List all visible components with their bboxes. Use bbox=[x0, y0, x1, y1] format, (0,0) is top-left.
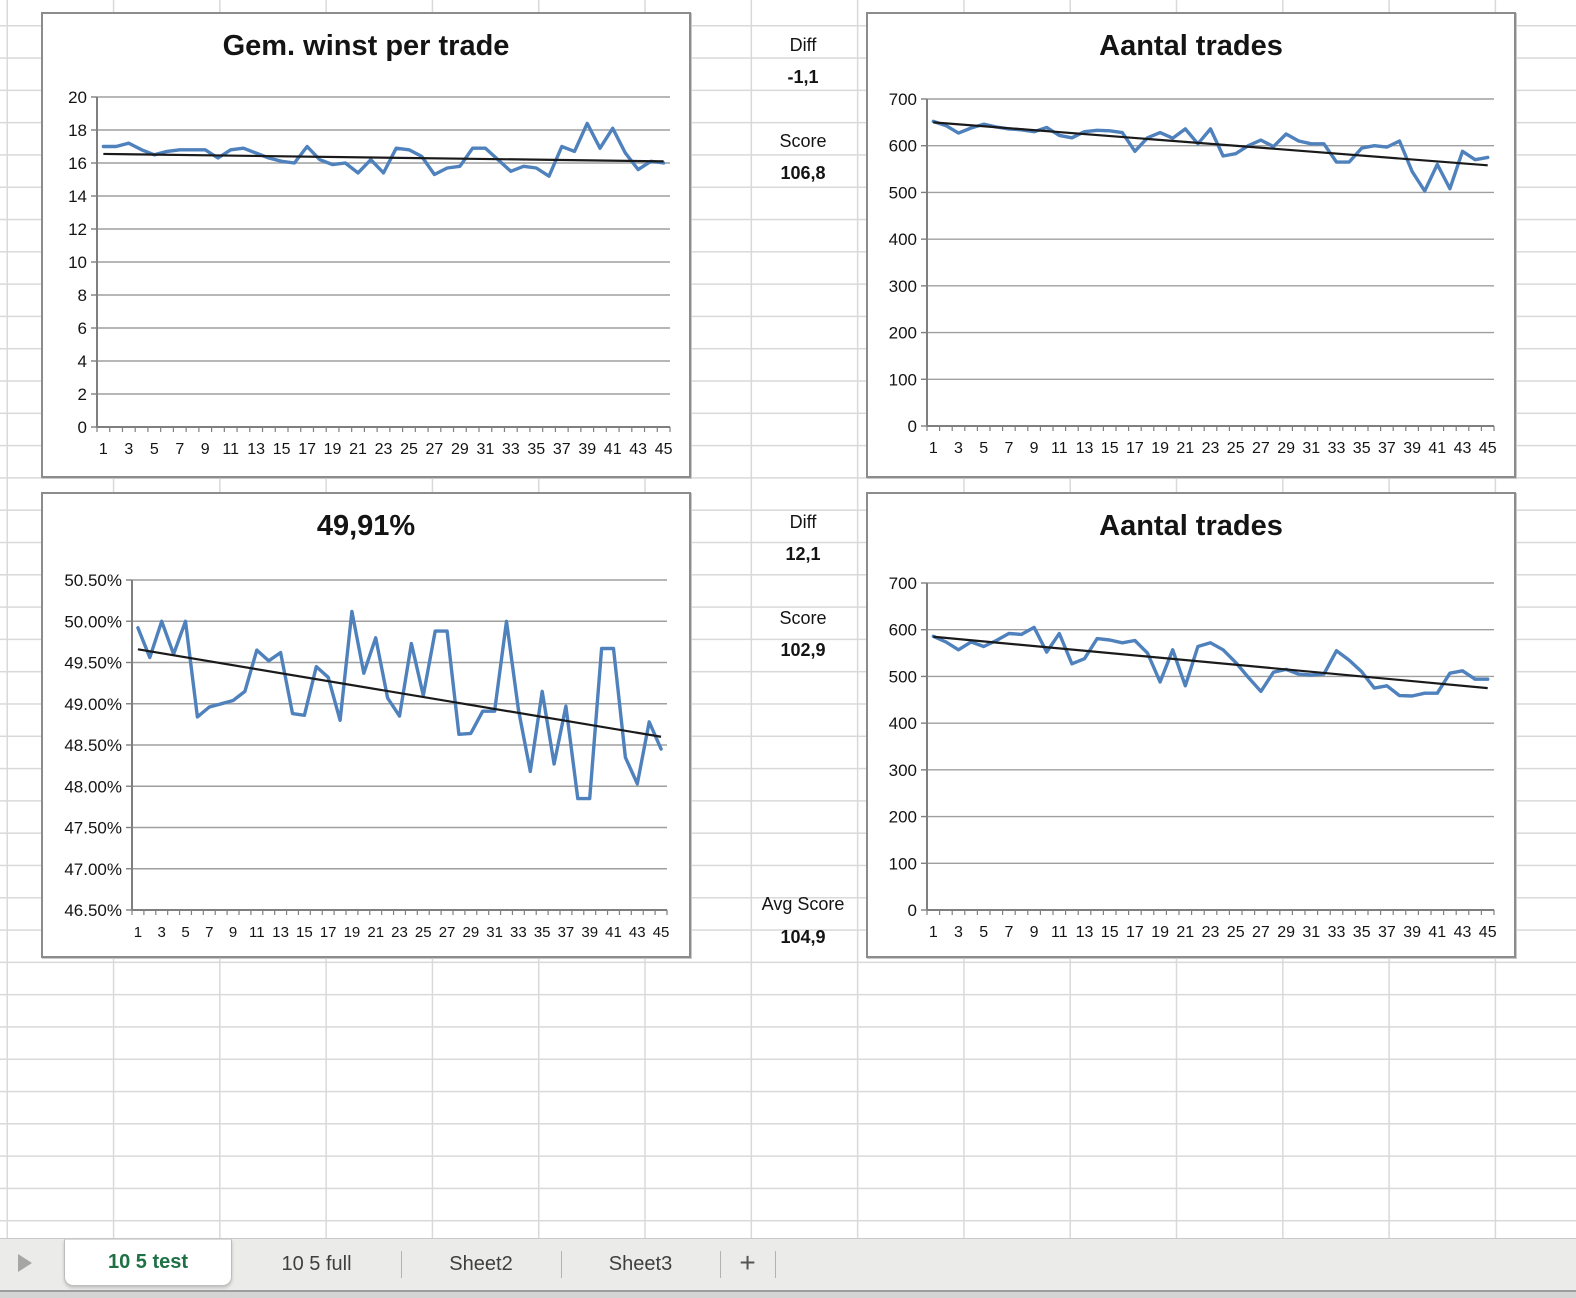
svg-text:45: 45 bbox=[654, 441, 673, 458]
svg-text:17: 17 bbox=[1126, 440, 1144, 457]
line-chart-plot bbox=[43, 14, 689, 476]
svg-text:21: 21 bbox=[349, 441, 367, 458]
svg-text:200: 200 bbox=[888, 323, 917, 343]
chart-title: 49,91% bbox=[316, 510, 416, 542]
svg-text:0: 0 bbox=[907, 901, 917, 920]
svg-text:23: 23 bbox=[1201, 440, 1220, 457]
svg-text:39: 39 bbox=[1403, 440, 1421, 457]
svg-text:19: 19 bbox=[343, 924, 361, 941]
svg-text:25: 25 bbox=[1226, 924, 1245, 941]
svg-text:45: 45 bbox=[1478, 440, 1497, 457]
svg-text:33: 33 bbox=[510, 924, 527, 941]
tab-divider bbox=[401, 1251, 402, 1278]
svg-text:7: 7 bbox=[1004, 440, 1014, 457]
svg-text:49.50%: 49.50% bbox=[64, 653, 122, 673]
svg-text:37: 37 bbox=[557, 924, 575, 941]
svg-text:31: 31 bbox=[1302, 440, 1321, 457]
svg-text:29: 29 bbox=[462, 924, 480, 941]
tab-divider bbox=[775, 1251, 776, 1278]
svg-text:45: 45 bbox=[652, 924, 670, 941]
svg-text:7: 7 bbox=[175, 441, 185, 458]
tab-divider bbox=[561, 1251, 562, 1278]
svg-text:31: 31 bbox=[1302, 924, 1321, 941]
svg-text:35: 35 bbox=[533, 924, 551, 941]
svg-text:1: 1 bbox=[928, 440, 938, 457]
score-value-bottom: 102,9 bbox=[780, 640, 826, 660]
svg-text:3: 3 bbox=[124, 441, 134, 458]
score-label-bottom: Score bbox=[779, 608, 827, 628]
svg-text:48.00%: 48.00% bbox=[64, 777, 122, 797]
svg-text:19: 19 bbox=[1151, 440, 1169, 457]
svg-text:25: 25 bbox=[414, 924, 432, 941]
chart-aantal-trades-top[interactable] bbox=[866, 12, 1516, 478]
svg-text:5: 5 bbox=[181, 924, 190, 941]
svg-text:100: 100 bbox=[888, 854, 917, 874]
svg-text:37: 37 bbox=[552, 441, 571, 458]
svg-text:27: 27 bbox=[1252, 924, 1270, 941]
svg-text:23: 23 bbox=[374, 441, 393, 458]
svg-text:48.50%: 48.50% bbox=[64, 736, 122, 755]
svg-text:49.00%: 49.00% bbox=[64, 694, 122, 714]
svg-text:50.00%: 50.00% bbox=[64, 612, 122, 632]
svg-text:5: 5 bbox=[979, 924, 989, 941]
svg-text:2: 2 bbox=[77, 385, 87, 404]
svg-text:33: 33 bbox=[1327, 924, 1346, 941]
svg-text:600: 600 bbox=[888, 620, 917, 640]
avg-score-label: Avg Score bbox=[761, 894, 845, 914]
svg-text:39: 39 bbox=[581, 924, 599, 941]
svg-text:35: 35 bbox=[1352, 440, 1371, 457]
svg-text:13: 13 bbox=[1075, 440, 1094, 457]
chart-title: Aantal trades bbox=[1099, 30, 1283, 62]
svg-text:700: 700 bbox=[888, 574, 917, 593]
svg-text:6: 6 bbox=[77, 319, 87, 338]
svg-text:37: 37 bbox=[1378, 924, 1396, 941]
svg-text:33: 33 bbox=[1327, 440, 1346, 457]
svg-text:600: 600 bbox=[888, 136, 917, 156]
svg-text:400: 400 bbox=[888, 230, 917, 250]
svg-text:8: 8 bbox=[77, 286, 87, 305]
svg-text:17: 17 bbox=[319, 924, 337, 941]
svg-text:50.50%: 50.50% bbox=[64, 571, 122, 590]
svg-text:13: 13 bbox=[247, 441, 266, 458]
svg-text:43: 43 bbox=[1453, 924, 1472, 941]
svg-text:15: 15 bbox=[272, 441, 291, 458]
diff-label-top: Diff bbox=[789, 35, 817, 55]
svg-text:39: 39 bbox=[578, 441, 597, 458]
svg-text:31: 31 bbox=[486, 924, 503, 941]
svg-text:47.50%: 47.50% bbox=[64, 818, 122, 838]
svg-text:1: 1 bbox=[133, 924, 143, 941]
chart-gem-winst-per-trade[interactable] bbox=[41, 12, 691, 478]
svg-text:18: 18 bbox=[68, 121, 87, 140]
svg-text:21: 21 bbox=[367, 924, 385, 941]
svg-text:11: 11 bbox=[249, 924, 265, 941]
line-chart-plot bbox=[43, 494, 689, 956]
svg-text:17: 17 bbox=[298, 441, 316, 458]
tab-10-5-full[interactable]: 10 5 full bbox=[281, 1253, 352, 1275]
svg-text:3: 3 bbox=[954, 440, 963, 457]
svg-text:15: 15 bbox=[296, 924, 313, 941]
line-chart-plot bbox=[868, 494, 1514, 956]
sheet-nav-arrow-icon[interactable] bbox=[18, 1254, 32, 1272]
svg-text:33: 33 bbox=[501, 441, 520, 458]
svg-text:13: 13 bbox=[1075, 924, 1094, 941]
add-sheet-button[interactable] bbox=[720, 1239, 775, 1291]
tab-sheet2[interactable]: Sheet2 bbox=[449, 1253, 513, 1275]
svg-text:12: 12 bbox=[68, 220, 87, 239]
svg-text:45: 45 bbox=[1478, 924, 1497, 941]
svg-text:10: 10 bbox=[68, 253, 87, 272]
svg-text:15: 15 bbox=[1100, 924, 1119, 941]
svg-text:9: 9 bbox=[228, 924, 238, 941]
chart-title: Aantal trades bbox=[1099, 510, 1283, 542]
svg-text:29: 29 bbox=[451, 441, 469, 458]
svg-text:100: 100 bbox=[888, 370, 917, 390]
svg-text:27: 27 bbox=[438, 924, 456, 941]
svg-text:27: 27 bbox=[1252, 440, 1270, 457]
svg-text:23: 23 bbox=[391, 924, 408, 941]
diff-value-top: -1,1 bbox=[787, 67, 819, 87]
score-value-top: 106,8 bbox=[780, 163, 826, 183]
svg-text:1: 1 bbox=[98, 441, 108, 458]
svg-text:19: 19 bbox=[323, 441, 342, 458]
diff-label-bottom: Diff bbox=[789, 512, 817, 532]
svg-text:29: 29 bbox=[1277, 440, 1295, 457]
svg-text:13: 13 bbox=[272, 924, 289, 941]
status-bar bbox=[0, 1290, 1576, 1298]
svg-text:16: 16 bbox=[68, 154, 87, 173]
svg-text:43: 43 bbox=[1453, 440, 1472, 457]
tab-sheet3[interactable]: Sheet3 bbox=[608, 1253, 673, 1275]
svg-text:39: 39 bbox=[1403, 924, 1421, 941]
svg-text:400: 400 bbox=[888, 714, 917, 734]
svg-text:43: 43 bbox=[629, 441, 648, 458]
svg-text:27: 27 bbox=[425, 441, 444, 458]
svg-text:4: 4 bbox=[77, 352, 87, 371]
chart-aantal-trades-bottom[interactable] bbox=[866, 492, 1516, 958]
score-label-top: Score bbox=[779, 131, 827, 151]
svg-text:15: 15 bbox=[1100, 440, 1119, 457]
svg-text:300: 300 bbox=[888, 276, 917, 296]
avg-score-value: 104,9 bbox=[780, 927, 826, 947]
plus-icon: + bbox=[739, 1247, 756, 1278]
svg-text:5: 5 bbox=[979, 440, 989, 457]
svg-text:11: 11 bbox=[222, 441, 240, 458]
diff-value-bottom: 12,1 bbox=[785, 544, 821, 564]
chart-title: Gem. winst per trade bbox=[222, 30, 510, 62]
svg-text:300: 300 bbox=[888, 760, 917, 780]
svg-text:25: 25 bbox=[1226, 440, 1245, 457]
svg-text:37: 37 bbox=[1378, 440, 1396, 457]
svg-text:200: 200 bbox=[888, 807, 917, 827]
svg-text:7: 7 bbox=[205, 924, 214, 941]
svg-text:500: 500 bbox=[888, 183, 917, 203]
svg-text:11: 11 bbox=[1050, 440, 1068, 457]
svg-text:35: 35 bbox=[1352, 924, 1371, 941]
svg-text:47.00%: 47.00% bbox=[64, 859, 122, 879]
svg-text:3: 3 bbox=[157, 924, 166, 941]
svg-text:21: 21 bbox=[1176, 440, 1195, 457]
svg-text:17: 17 bbox=[1126, 924, 1144, 941]
svg-text:35: 35 bbox=[527, 441, 546, 458]
chart-winrate-percent[interactable] bbox=[41, 492, 691, 958]
svg-text:0: 0 bbox=[907, 417, 917, 436]
svg-text:41: 41 bbox=[1428, 440, 1447, 457]
svg-text:3: 3 bbox=[954, 924, 963, 941]
svg-text:0: 0 bbox=[77, 418, 87, 437]
svg-text:46.50%: 46.50% bbox=[64, 901, 122, 920]
svg-text:41: 41 bbox=[603, 441, 622, 458]
svg-text:1: 1 bbox=[928, 924, 938, 941]
svg-text:25: 25 bbox=[400, 441, 418, 458]
svg-text:31: 31 bbox=[476, 441, 495, 458]
svg-text:20: 20 bbox=[68, 88, 87, 107]
svg-text:5: 5 bbox=[149, 441, 159, 458]
svg-text:9: 9 bbox=[200, 441, 210, 458]
tab-10-5-test[interactable]: 10 5 test bbox=[64, 1239, 232, 1286]
svg-text:23: 23 bbox=[1201, 924, 1220, 941]
svg-text:41: 41 bbox=[1428, 924, 1447, 941]
svg-text:14: 14 bbox=[68, 187, 87, 206]
svg-text:21: 21 bbox=[1176, 924, 1195, 941]
svg-text:9: 9 bbox=[1029, 924, 1039, 941]
sheet-tab-bar bbox=[0, 1238, 1576, 1290]
svg-text:29: 29 bbox=[1277, 924, 1295, 941]
svg-text:19: 19 bbox=[1151, 924, 1169, 941]
svg-text:43: 43 bbox=[628, 924, 646, 941]
line-chart-plot bbox=[868, 14, 1514, 476]
svg-text:500: 500 bbox=[888, 667, 917, 687]
svg-text:9: 9 bbox=[1029, 440, 1039, 457]
svg-text:41: 41 bbox=[605, 924, 622, 941]
svg-text:11: 11 bbox=[1050, 924, 1068, 941]
svg-text:7: 7 bbox=[1004, 924, 1014, 941]
svg-text:700: 700 bbox=[888, 90, 917, 109]
